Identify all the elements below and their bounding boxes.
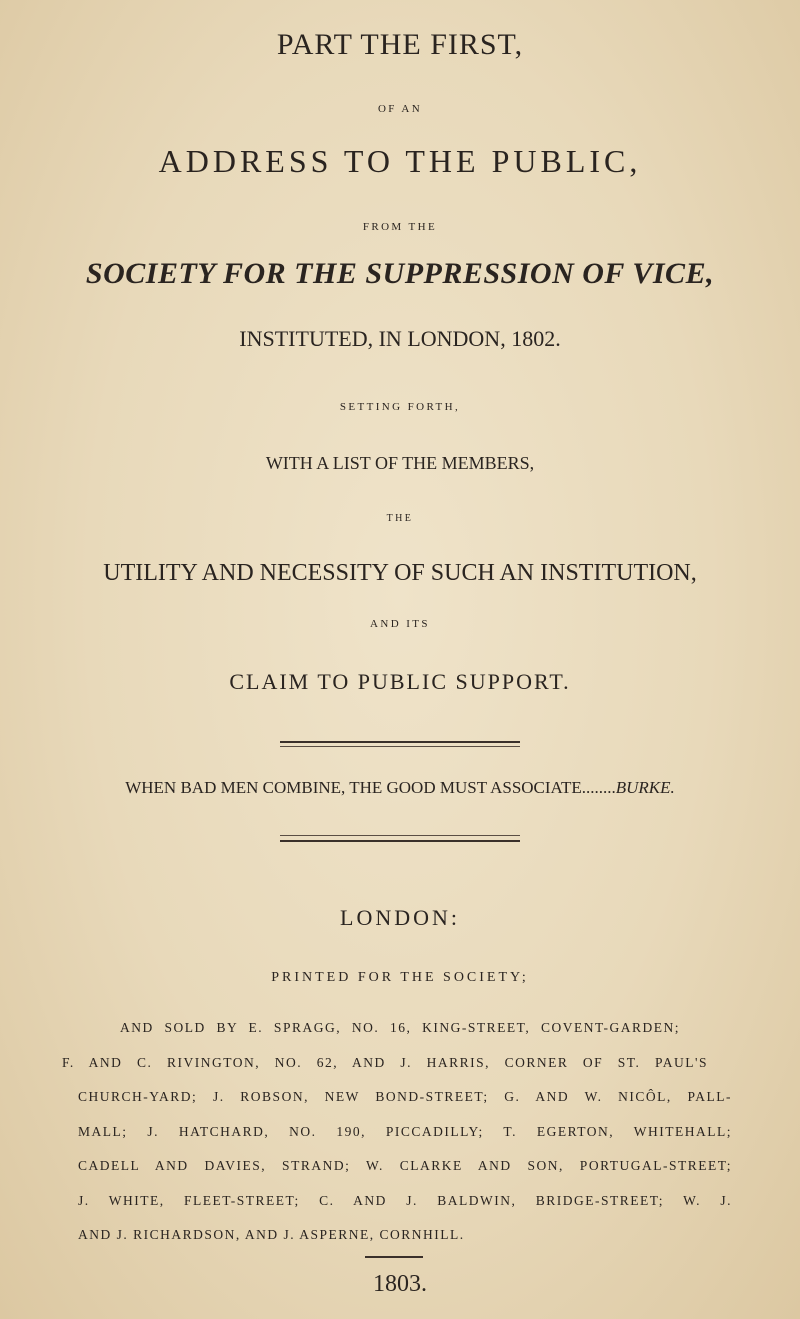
part-heading: PART THE FIRST, xyxy=(276,28,524,61)
instituted-line: INSTITUTED, IN LONDON, 1802. xyxy=(239,326,561,351)
of-an-line: OF AN xyxy=(377,103,423,115)
year: 1803. xyxy=(373,1271,427,1297)
imprint-line: CHURCH-YARD; J. ROBSON, NEW BOND-STREET; G. AND W. NICÔL, PALL- xyxy=(78,1089,732,1104)
society-name: SOCIETY FOR THE SUPPRESSION OF VICE, xyxy=(85,257,715,290)
printed-for: PRINTED FOR THE SOCIETY; xyxy=(271,970,529,985)
divider-bottom xyxy=(365,1256,423,1258)
epigraph-text: WHEN BAD MEN COMBINE, THE GOOD MUST ASSOCIATE........ xyxy=(125,778,616,797)
divider-mid xyxy=(280,840,520,842)
setting-forth-line: SETTING FORTH, xyxy=(339,401,461,413)
divider-mid-thin xyxy=(280,835,520,836)
imprint-line: AND J. RICHARDSON, AND J. ASPERNE, CORNHILL. xyxy=(78,1227,465,1242)
members-line: WITH A LIST OF THE MEMBERS, xyxy=(265,453,535,473)
main-title: ADDRESS TO THE PUBLIC, xyxy=(158,143,642,179)
claim-line: CLAIM TO PUBLIC SUPPORT. xyxy=(229,669,571,694)
imprint-line: AND SOLD BY E. SPRAGG, NO. 16, KING-STREET, COVENT-GARDEN; xyxy=(120,1020,680,1035)
utility-line: UTILITY AND NECESSITY OF SUCH AN INSTITUTION, xyxy=(103,560,697,586)
imprint-line: MALL; J. HATCHARD, NO. 190, PICCADILLY; T. EGERTON, WHITEHALL; xyxy=(78,1124,732,1139)
imprint-line: CADELL AND DAVIES, STRAND; W. CLARKE AND SON, PORTUGAL-STREET; xyxy=(78,1158,732,1173)
the-line: THE xyxy=(386,513,414,524)
and-its-line: AND ITS xyxy=(370,618,430,630)
from-the-line: FROM THE xyxy=(362,221,438,233)
city: LONDON: xyxy=(340,905,460,930)
epigraph xyxy=(0,778,800,798)
divider-top-thin xyxy=(280,746,520,747)
divider-top xyxy=(280,741,520,743)
epigraph-author: BURKE. xyxy=(615,778,675,797)
imprint-line: J. WHITE, FLEET-STREET; C. AND J. BALDWIN, BRIDGE-STREET; W. J. xyxy=(78,1193,732,1208)
imprint-line: F. AND C. RIVINGTON, NO. 62, AND J. HARRIS, CORNER OF ST. PAUL'S xyxy=(62,1055,708,1070)
